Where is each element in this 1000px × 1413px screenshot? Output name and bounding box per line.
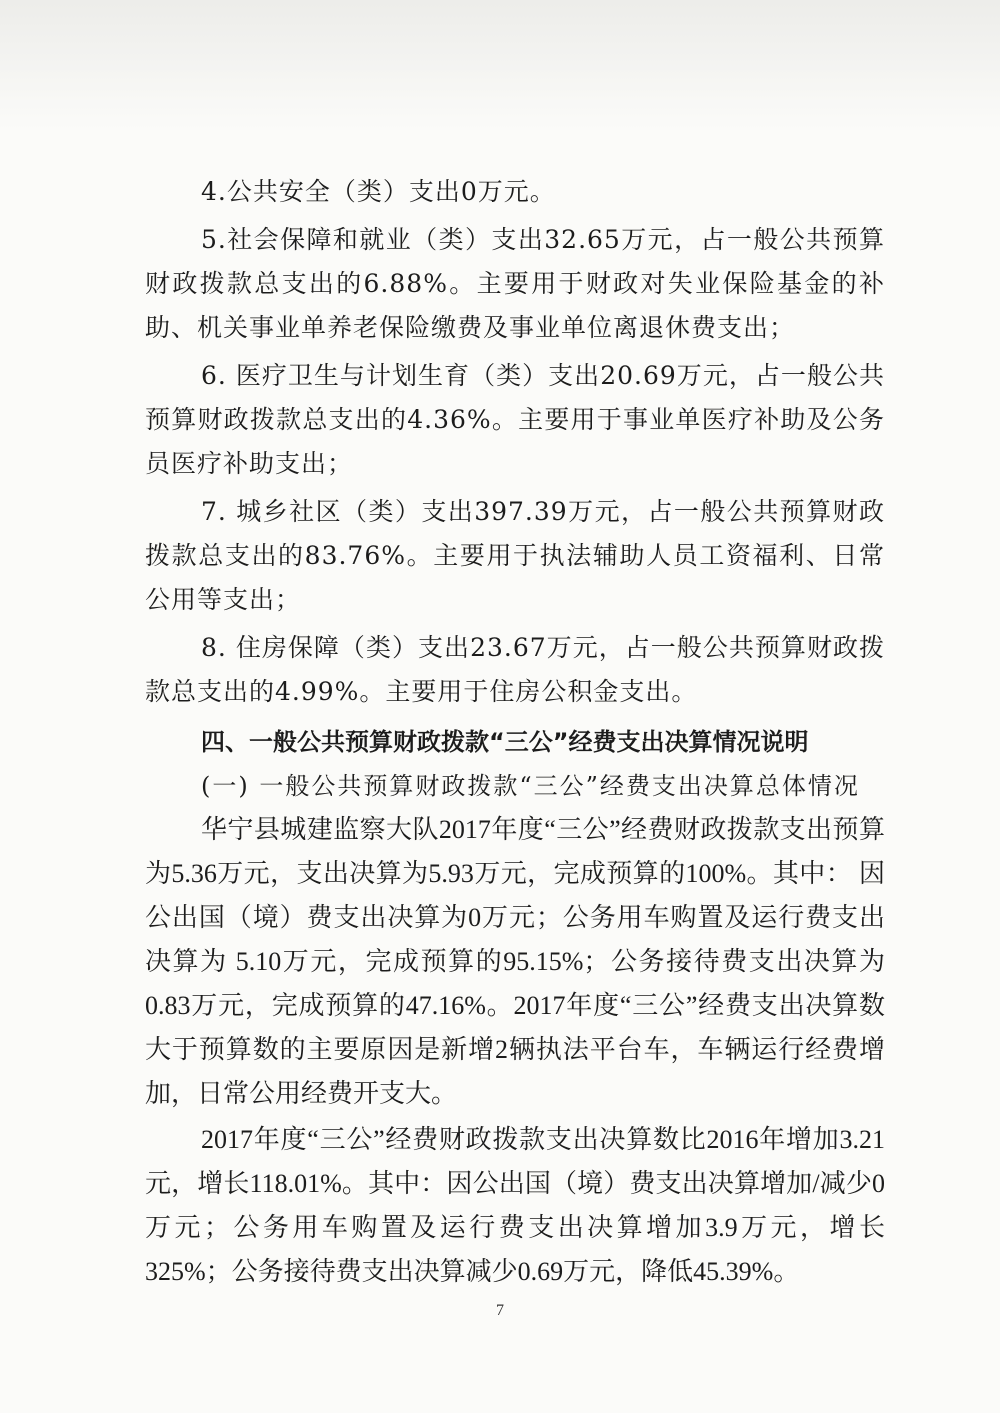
paragraph-public-security: 4.公共安全（类）支出0万元。	[201, 177, 556, 206]
paragraph-three-public-comparison: 2017年度“三公”经费财政拨款支出决算数比2016年增加3.21元，增长118.01%。其中：因公出国（境）费支出决算增加/减少0万元；公务用车购置及运行费支出决算增加3.9万元，增长325%；公务接待费支出决算减少0.69万元，降低45.39%。	[145, 1125, 885, 1286]
document-body	[145, 170, 885, 1294]
scan-shadow	[0, 0, 1000, 130]
page-number: 7	[496, 1302, 504, 1319]
sub-heading: (一) 一般公共预算财政拨款“三公”经费支出决算总体情况	[201, 772, 860, 800]
paragraph-medical-health: 6. 医疗卫生与计划生育（类）支出20.69万元，占一般公共预算财政拨款总支出的4.36%。主要用于事业单医疗补助及公务员医疗补助支出；	[145, 361, 885, 478]
paragraph-three-public-overview: 华宁县城建监察大队2017年度“三公”经费财政拨款支出预算为5.36万元，支出决算为5.93万元，完成预算的100%。其中： 因公出国（境）费支出决算为0万元；公务用车购置及运行费支出决算为 5.10万元，完成预算的95.15%；公务接待费支出决算为0.83万元，完成预算的47.16%。2017年度“三公”经费支出决算数大于预算数的主要原因是新增2辆执法平台车，车辆运行经费增加，日常公用经费开支大。	[145, 815, 885, 1108]
paragraph-urban-rural-community: 7. 城乡社区（类）支出397.39万元，占一般公共预算财政拨款总支出的83.76%。主要用于执法辅助人员工资福利、日常公用等支出；	[145, 497, 885, 614]
section-heading: 四、一般公共预算财政拨款“三公”经费支出决算情况说明	[201, 728, 809, 756]
paragraph-social-security: 5.社会保障和就业（类）支出32.65万元，占一般公共预算财政拨款总支出的6.88%。主要用于财政对失业保险基金的补助、机关事业单养老保险缴费及事业单位离退休费支出；	[145, 225, 885, 342]
paragraph-housing-security: 8. 住房保障（类）支出23.67万元，占一般公共预算财政拨款总支出的4.99%。主要用于住房公积金支出。	[145, 633, 885, 706]
